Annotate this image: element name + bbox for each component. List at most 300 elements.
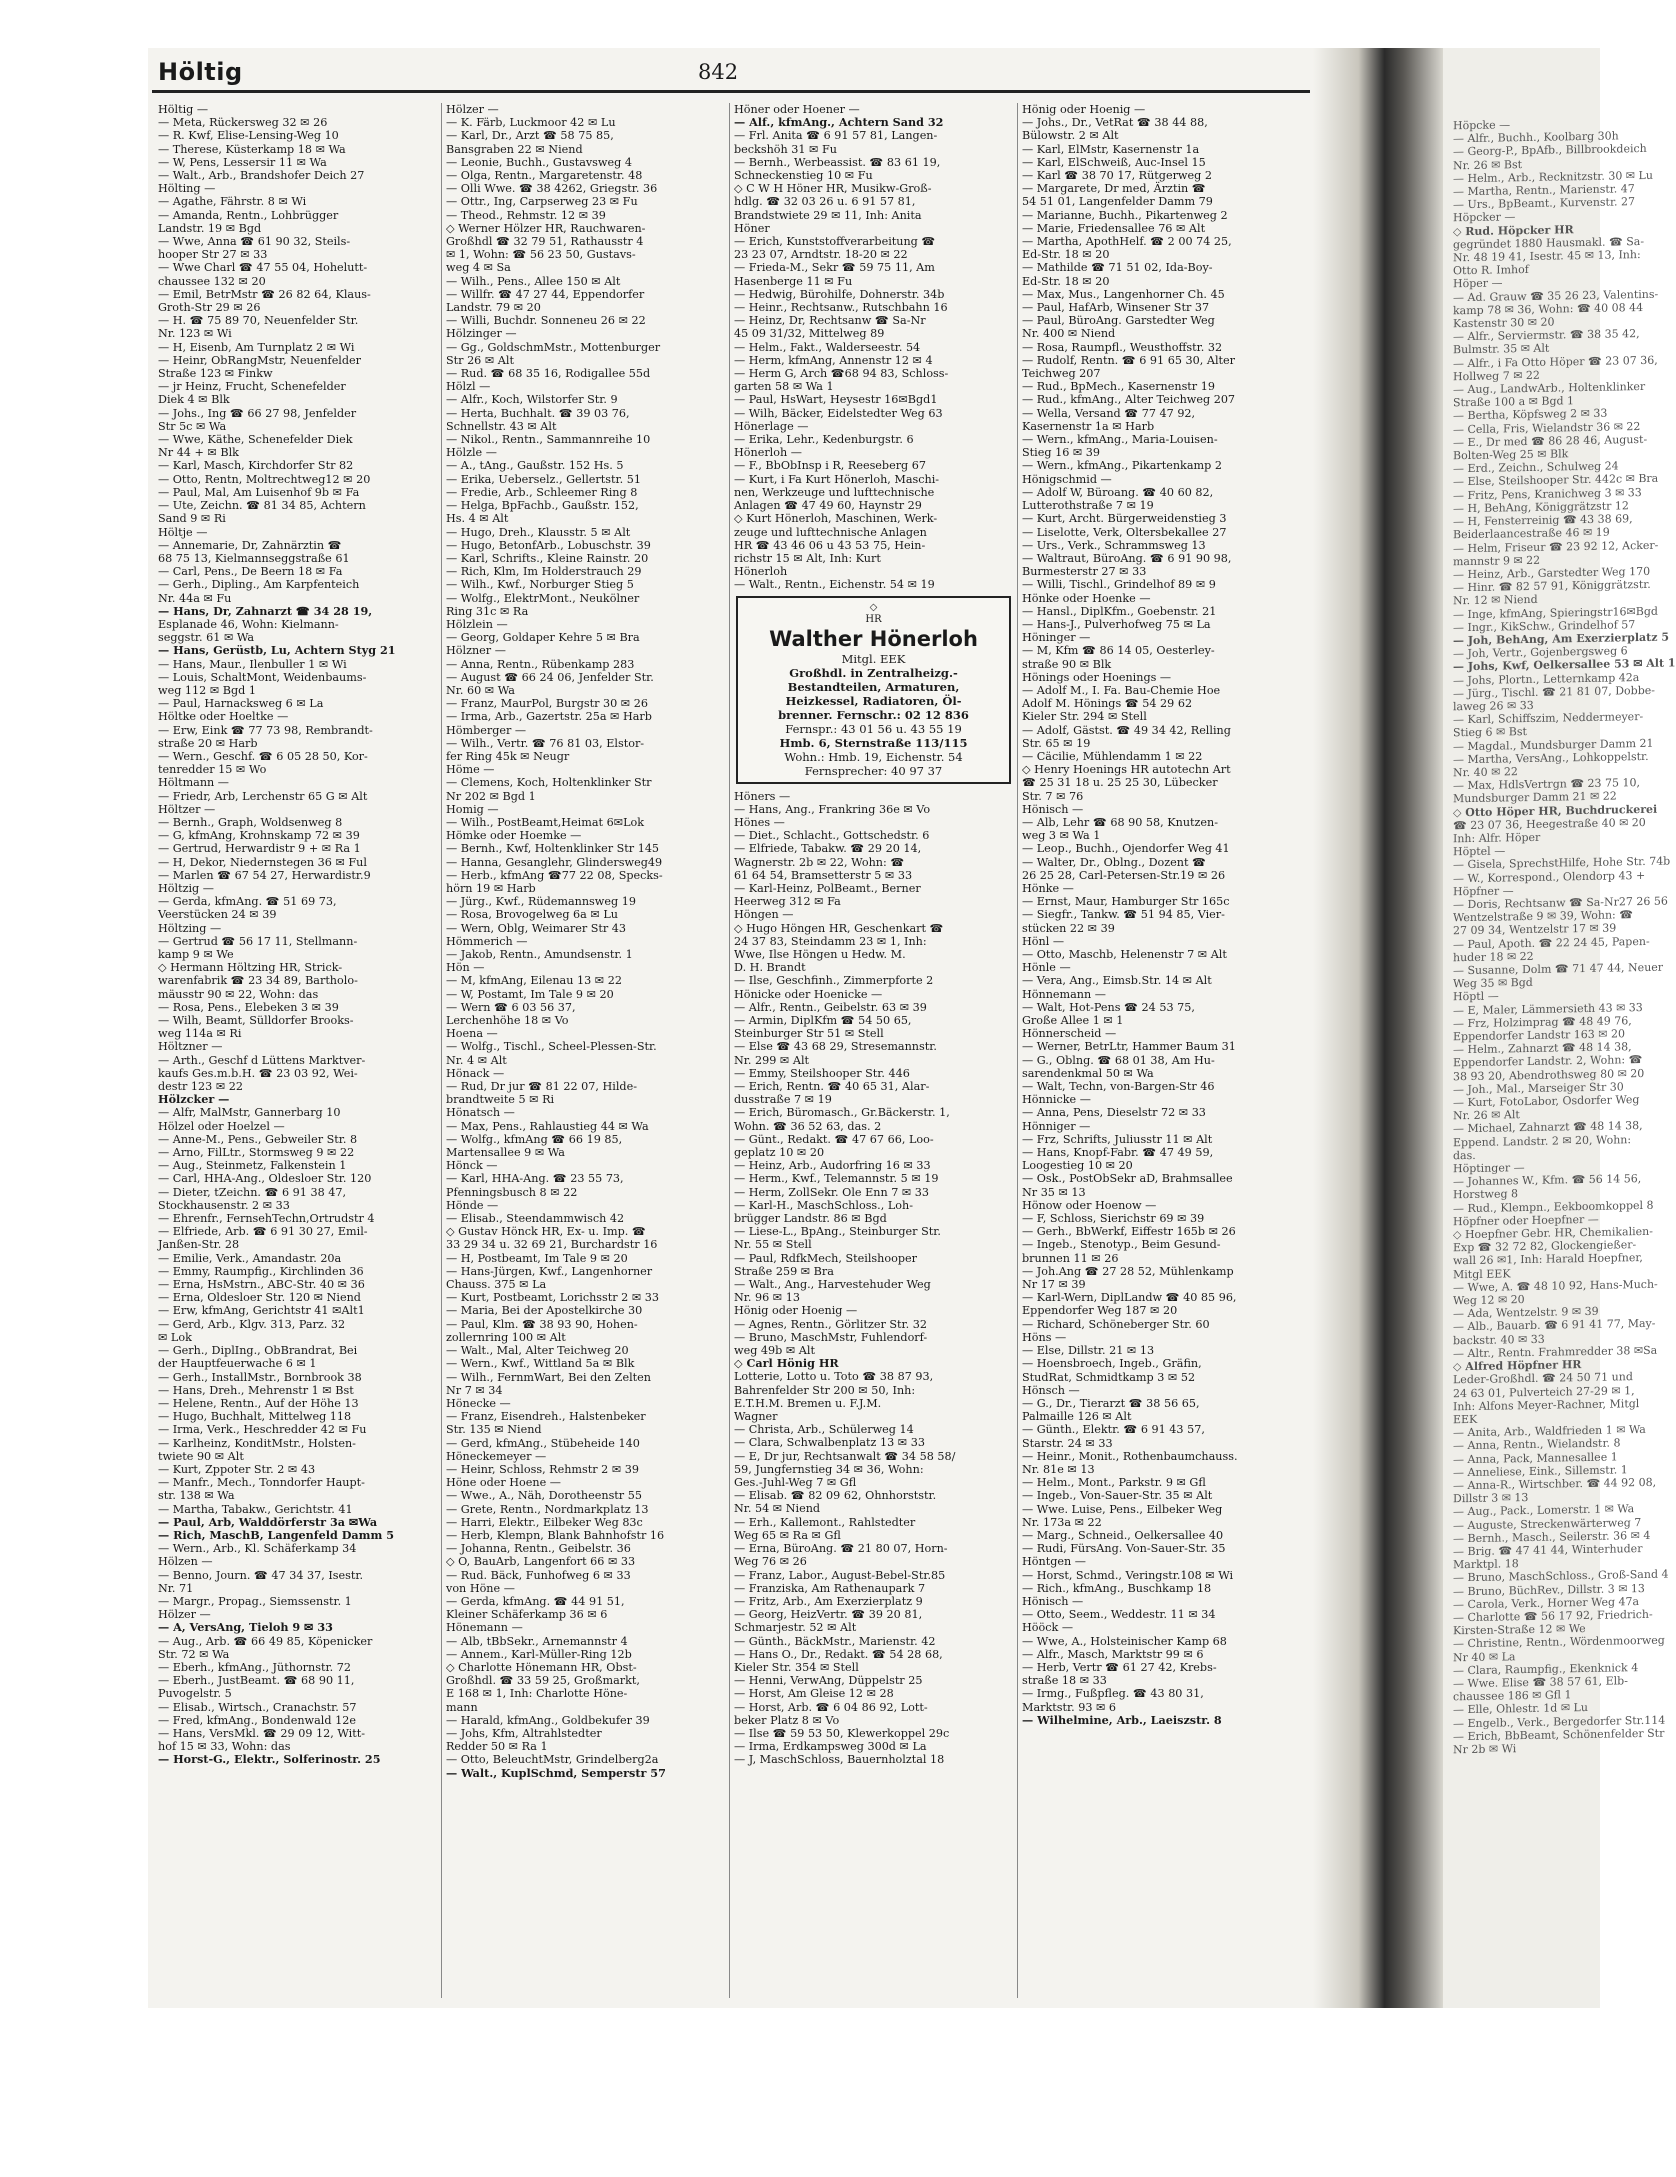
directory-entry-line: — Olli Wwe. ☎ 38 4262, Griegstr. 36	[446, 182, 658, 196]
directory-entry-line: — G., Oblng. ☎ 68 01 38, Am Hu-	[1022, 1053, 1215, 1067]
book-gutter	[1313, 48, 1443, 2008]
directory-entry-line: Nr. 400 ✉ Niend	[1022, 327, 1116, 341]
directory-entry-line: — Wilh., FernmWart, Bei den Zelten	[446, 1370, 651, 1384]
directory-entry-line: Höptl —	[1453, 989, 1499, 1004]
directory-entry-line: — Anna-R., Wirtschber. ☎ 44 92 08,	[1453, 1475, 1657, 1493]
directory-entry-line: straße 90 ✉ Blk	[1022, 657, 1112, 671]
directory-entry-line: Schnellstr. 43 ✉ Alt	[446, 419, 557, 433]
directory-entry-line: — Heinz, Arb., Garstedter Weg 170	[1453, 564, 1651, 582]
directory-entry-line: Hönerloh	[734, 565, 788, 579]
directory-entry-line: — Hans-Jürgen, Kwf., Langenhorner	[446, 1264, 653, 1278]
directory-entry-line: Hölting —	[158, 182, 216, 196]
directory-entry-line: — Franziska, Am Rathenaupark 7	[734, 1581, 926, 1595]
directory-entry-line: Großhdl. ☎ 33 59 25, Großmarkt,	[446, 1674, 640, 1688]
directory-entry-line: Höner	[734, 221, 770, 235]
directory-entry-line: — Wolfg., ElektrMont., Neukölner	[446, 591, 640, 605]
directory-entry-line: — Karl, ElSchweiß, Auc-Insel 15	[1022, 155, 1206, 169]
directory-entry-line: Nr. 71	[158, 1581, 194, 1595]
directory-entry-line: Weg 76 ✉ 26	[734, 1555, 807, 1569]
directory-entry-line: — Paul, HafArb, Winsener Str 37	[1022, 301, 1210, 315]
directory-entry-line: — Hinr. ☎ 82 57 91, Königgrätzstr.	[1453, 577, 1651, 595]
directory-entry-line: — Erika, Lehr., Kedenburgstr. 6	[734, 433, 914, 447]
directory-entry-line: — Franz, Eisendreh., Halstenbeker	[446, 1410, 646, 1424]
directory-columns	[154, 103, 1309, 1998]
directory-entry-line: — Auguste, Streckenwärterweg 7	[1453, 1515, 1642, 1532]
directory-entry-line: — Bruno, BüchRev., Dillstr. 3 ✉ 13	[1453, 1581, 1645, 1598]
directory-entry-line: — F, Schloss, Sierichstr 69 ✉ 39	[1022, 1212, 1205, 1226]
directory-entry-line: Kirsten-Straße 12 ✉ We	[1453, 1622, 1586, 1638]
directory-entry-line: — Gisela, SprechstHilfe, Hohe Str. 74b	[1453, 854, 1671, 872]
directory-entry-line: — Elisab., Steendammwisch 42	[446, 1212, 625, 1226]
directory-entry-line: — Ad. Grauw ☎ 35 26 23, Valentins-	[1453, 287, 1659, 304]
column-4	[1018, 103, 1306, 1998]
directory-entry-line: Hömberger —	[446, 723, 527, 737]
directory-entry-line: Straße 123 ✉ Finkw	[158, 367, 273, 381]
directory-entry-line: — Elle, Ohlestr. 1d ✉ Lu	[1453, 1701, 1588, 1717]
directory-entry-line: — Cäcilie, Mühlendamm 1 ✉ 22	[1022, 749, 1203, 763]
directory-entry-line: — Bernh., Kwf, Holtenklinker Str 145	[446, 842, 660, 856]
directory-entry-line: Str 5c ✉ Wa	[158, 419, 227, 433]
directory-entry-line: — Anna, Pens, Dieselstr 72 ✉ 33	[1022, 1106, 1206, 1120]
directory-entry-line: — Wella, Versand ☎ 77 47 92,	[1022, 406, 1196, 420]
directory-entry-line: zeuge und lufttechnische Anlagen	[734, 525, 927, 539]
directory-entry-line: — Herm G, Arch ☎68 94 83, Schloss-	[734, 367, 949, 381]
directory-entry-line: — Horst, Arb. ☎ 6 04 86 92, Lott-	[734, 1700, 928, 1714]
directory-entry-line: Horstweg 8	[1453, 1187, 1519, 1202]
directory-entry-line: — G., Dr., Tierarzt ☎ 38 56 65,	[1022, 1396, 1200, 1410]
directory-entry-line: — Karl-Wern, DiplLandw ☎ 40 85 96,	[1022, 1291, 1237, 1305]
directory-entry-line: — Rich, MaschB, Langenfeld Damm 5	[158, 1527, 395, 1542]
directory-entry-line: — Helm., Arb., Recknitzstr. 30 ✉ Lu	[1453, 168, 1653, 186]
directory-entry-line: 26 25 28, Carl-Petersen-Str.19 ✉ 26	[1022, 868, 1226, 882]
directory-entry-line: — K. Färb, Luckmoor 42 ✉ Lu	[446, 116, 616, 130]
directory-entry-line: — Margr., Propag., Siemssenstr. 1	[158, 1594, 352, 1608]
directory-entry-line: — Brig. ☎ 47 41 44, Winterhuder	[1453, 1541, 1643, 1559]
directory-entry-line: weg 49b ✉ Alt	[734, 1344, 815, 1358]
directory-entry-line: — Alfr., i Fa Otto Höper ☎ 23 07 36,	[1453, 353, 1658, 370]
directory-entry-line: — Adolf M., I. Fa. Bau-Chemie Hoe	[1022, 683, 1221, 697]
directory-entry-line: ✉ Lok	[158, 1330, 192, 1344]
directory-entry-line: Nr. 55 ✉ Stell	[734, 1238, 812, 1252]
directory-entry-line: Hölzner —	[446, 644, 506, 658]
directory-entry-line: twiete 90 ✉ Alt	[158, 1449, 244, 1463]
directory-entry-line: — Agnes, Rentn., Görlitzer Str. 32	[734, 1317, 927, 1331]
directory-entry-line: — Erna, Oldesloer Str. 120 ✉ Niend	[158, 1291, 361, 1305]
directory-entry-line: ☎ 25 31 18 u. 25 25 30, Lübecker	[1022, 776, 1218, 790]
directory-entry-line: — Anne-M., Pens., Gebweiler Str. 8	[158, 1132, 358, 1146]
directory-entry-line: — Georg, HeizVertr. ☎ 39 20 81,	[734, 1608, 923, 1622]
directory-entry-line: — H, Fensterreinig ☎ 43 38 69,	[1453, 512, 1633, 529]
directory-entry-line: — A, VersAng, Tieloh 9 ✉ 33	[158, 1620, 333, 1635]
directory-entry-line: — G, kfmAng, Krohnskamp 72 ✉ 39	[158, 829, 360, 843]
directory-entry-line: Nr 202 ✉ Bgd 1	[446, 789, 536, 803]
directory-entry-line: Hoena —	[446, 1027, 498, 1041]
directory-entry-line: — Anita, Arb., Waldfrieden 1 ✉ Wa	[1453, 1423, 1646, 1440]
directory-entry-line: Hönde —	[446, 1198, 499, 1212]
directory-entry-line: — Karlheinz, KonditMstr., Holsten-	[158, 1436, 356, 1450]
directory-entry-line: seggstr. 61 ✉ Wa	[158, 631, 255, 645]
directory-entry-line: Höltzer —	[158, 802, 216, 816]
directory-entry-line: Nr. 81e ✉ 13	[1022, 1462, 1095, 1476]
directory-entry-line: Starstr. 24 ✉ 33	[1022, 1436, 1113, 1450]
directory-entry-line: — Emilie, Verk., Amandastr. 20a	[158, 1251, 342, 1265]
directory-entry-line: — Heinr., Rechtsanw., Rutschbahn 16	[734, 301, 948, 315]
directory-entry-line: — Susanne, Dolm ☎ 71 47 44, Neuer	[1453, 960, 1664, 978]
directory-entry-line: — Hugo, Dreh., Klausstr. 5 ✉ Alt	[446, 525, 631, 539]
directory-entry-line: — Elfriede, Arb. ☎ 6 91 30 27, Emil-	[158, 1225, 368, 1239]
directory-entry-line: — Willi, Buchdr. Sonneneu 26 ✉ 22	[446, 314, 646, 328]
directory-entry-line: — Paul, BüroAng. Garstedter Weg	[1022, 314, 1215, 328]
directory-entry-line: Esplanade 46, Wohn: Kielmann-	[158, 617, 339, 631]
directory-entry-line: destr 123 ✉ 22	[158, 1080, 243, 1094]
directory-entry-line: kamp 78 ✉ 36, Wohn: ☎ 40 08 44	[1453, 300, 1644, 318]
directory-entry-line: — Helm, Friseur ☎ 23 92 12, Acker-	[1453, 538, 1659, 555]
directory-entry-line: Nr. 48 19 41, Isestr. 45 ✉ 13, Inh:	[1453, 248, 1641, 265]
directory-entry-line: — Bernh., Graph, Woldsenweg 8	[158, 815, 343, 829]
running-head-word: Höltig	[158, 58, 243, 86]
directory-entry-line: — Paul, Mal, Am Luisenhof 9b ✉ Fa	[158, 485, 360, 499]
directory-entry-line: Lotterie, Lotto u. Toto ☎ 38 87 93,	[734, 1370, 934, 1384]
directory-entry-line: ◇ Kurt Hönerloh, Maschinen, Werk-	[734, 512, 938, 526]
directory-entry-line: beckshöh 31 ✉ Fu	[734, 142, 837, 156]
directory-entry-line: — Nikol., Rentn., Sammannreihe 10	[446, 433, 651, 447]
directory-entry-line: hdlg. ☎ 32 03 26 u. 6 91 57 81,	[734, 195, 916, 209]
directory-entry-line: Heerweg 312 ✉ Fa	[734, 895, 841, 909]
directory-entry-line: 68 75 13, Kielmannseggstraße 61	[158, 551, 350, 565]
directory-entry-line: — Erna, BüroAng. ☎ 21 80 07, Horn-	[734, 1542, 948, 1556]
directory-entry-line: Nr. 299 ✉ Alt	[734, 1053, 810, 1067]
directory-entry-line: Hönerloh —	[734, 446, 802, 460]
directory-entry-line: — Rud. Bäck, Funhofweg 6 ✉ 33	[446, 1568, 631, 1582]
directory-entry-line: — Karl-Heinz, PolBeamt., Berner	[734, 881, 921, 895]
ad-line: Großhdl. in Zentralheizg.-	[789, 665, 958, 680]
directory-entry-line: ◇ Hermann Höltzing HR, Strick-	[158, 961, 343, 975]
directory-entry-line: Pfenningsbusch 8 ✉ 22	[446, 1185, 578, 1199]
directory-entry-line: — Alfr., Masch, Marktstr 99 ✉ 6	[1022, 1647, 1204, 1661]
directory-entry-line: — Hans, Knopf-Fabr. ☎ 47 49 59,	[1022, 1146, 1214, 1160]
directory-entry-line: — Jakob, Rentn., Amundsenstr. 1	[446, 948, 633, 961]
directory-entry-line: — Alb., Bauarb. ☎ 6 91 41 77, May-	[1453, 1317, 1656, 1334]
directory-entry-line: Lerchenhöhe 18 ✉ Vo	[446, 1014, 569, 1028]
directory-entry-line: — Georg-P., BpAfb., Billbrookdeich	[1453, 142, 1647, 159]
directory-entry-line: — Hans, Maur., Ilenbuller 1 ✉ Wi	[158, 657, 347, 671]
directory-entry-line: Hönings oder Hoenings —	[1022, 670, 1172, 684]
directory-entry-line: — Rud. ☎ 68 35 16, Rodigallee 55d	[446, 367, 651, 381]
directory-entry-line: — Emmy, Raumpfig., Kirchlinden 36	[158, 1264, 364, 1278]
directory-entry-line: — Alfr., Serviermstr. ☎ 38 35 42,	[1453, 327, 1640, 344]
directory-entry-line: — Amanda, Rentn., Lohbrügger	[158, 208, 339, 222]
right-page	[1443, 48, 1676, 2008]
directory-entry-line: — Wern ☎ 6 03 56 37,	[446, 1000, 576, 1014]
directory-entry-line: Groth-Str 29 ✉ 26	[158, 301, 261, 315]
directory-entry-line: Hönniger —	[1022, 1119, 1091, 1133]
directory-entry-line: — Wilh., PostBeamt,Heimat 6✉Lok	[446, 815, 645, 829]
directory-entry-line: — Max, Mus., Langenhorner Ch. 45	[1022, 287, 1225, 301]
directory-entry-line: — Anna, Rentn., Rübenkamp 283	[446, 657, 635, 671]
directory-entry-line: — Dieter, tZeichn. ☎ 6 91 38 47,	[158, 1185, 347, 1199]
directory-entry-line: Hönig oder Hoenig —	[734, 1304, 858, 1318]
directory-entry-line: weg 4 ✉ Sa	[446, 261, 511, 275]
directory-entry-line: — H, Eisenb, Am Turnplatz 2 ✉ Wi	[158, 340, 355, 354]
directory-entry-line: E.T.H.M. Bremen u. F.J.M.	[734, 1396, 882, 1410]
page-number: 842	[698, 60, 739, 84]
directory-entry-line: — Aug., Pack., Lomerstr. 1 ✉ Wa	[1453, 1502, 1635, 1519]
directory-entry-line: — Christine, Rentn., Wördenmoorweg	[1453, 1633, 1665, 1651]
directory-entry-line: — Johs, Plortn., Letternkamp 42a	[1453, 670, 1640, 687]
directory-entry-line: — E., Dr med ☎ 86 28 46, August-	[1453, 432, 1648, 450]
directory-entry-line: — Martha, ApothHelf. ☎ 2 00 74 25,	[1022, 235, 1232, 249]
directory-entry-line: — Otto, BeleuchtMstr, Grindelberg2a	[446, 1753, 659, 1767]
directory-entry-line: Höners —	[734, 789, 791, 803]
directory-entry-line: Höptel —	[1453, 844, 1506, 859]
directory-entry-line: — Hans-J., Pulverhofweg 75 ✉ La	[1022, 617, 1211, 631]
directory-entry-line: garten 58 ✉ Wa 1	[734, 380, 834, 394]
directory-entry-line: hooper Str 27 ✉ 33	[158, 248, 268, 262]
directory-entry-line: 24 63 01, Pulverteich 27-29 ✉ 1,	[1453, 1383, 1635, 1400]
directory-entry-line: — Wilh., Vertr. ☎ 76 81 03, Elstor-	[446, 736, 645, 750]
directory-entry-line: — Henni, VerwAng, Düppelstr 25	[734, 1674, 923, 1688]
directory-entry-line: — Walt, Techn, von-Bargen-Str 46	[1022, 1080, 1215, 1094]
directory-entry-line: Nr. 12 ✉ Niend	[1453, 593, 1538, 608]
directory-entry-line: — Ernst, Maur, Hamburger Str 165c	[1022, 895, 1230, 909]
directory-entry-line: chaussee 186 ✉ Gfl 1	[1453, 1688, 1572, 1704]
directory-entry-line: Burmesterstr 27 ✉ 33	[1022, 565, 1147, 579]
directory-entry-line: — Rosa, Raumpfl., Weusthoffstr. 32	[1022, 340, 1223, 354]
directory-entry-line: — Max, HdlsVertrgn ☎ 23 75 10,	[1453, 776, 1640, 793]
header-rule	[152, 90, 1310, 93]
directory-entry-line: huder 18 ✉ 22	[1453, 949, 1534, 965]
directory-entry-line: — Waltraut, BüroAng. ☎ 6 91 90 98,	[1022, 551, 1232, 565]
directory-entry-line: — Hugo, Buchhalt, Mittelweg 118	[158, 1410, 352, 1424]
directory-entry-line: — Bruno, MaschMstr, Fuhlendorf-	[734, 1330, 928, 1344]
ad-line: Fernspr.: 43 01 56 u. 43 55 19	[785, 721, 962, 736]
directory-entry-line: weg 114a ✉ Ri	[158, 1027, 242, 1041]
directory-entry-line: Eppend. Landstr. 2 ✉ 20, Wohn:	[1453, 1132, 1632, 1149]
directory-entry-line: Chauss. 375 ✉ La	[446, 1278, 547, 1292]
directory-entry-line: Hölzen —	[158, 1555, 213, 1569]
directory-entry-line: — Fritz, Arb., Am Exerzierplatz 9	[734, 1594, 923, 1608]
directory-entry-line: — Grete, Rentn., Nordmarkplatz 13	[446, 1502, 649, 1516]
directory-entry-line: HR ☎ 43 46 06 u 43 53 75, Hein-	[734, 538, 926, 552]
directory-entry-line: — Paul, RdfkMech, Steilshooper	[734, 1251, 917, 1265]
ad-title: Walther Hönerloh	[769, 626, 978, 651]
directory-entry-line: ◇ C W H Höner HR, Musikw-Groß-	[734, 182, 932, 196]
directory-entry-line: — H, BehAng, Königgrätzstr 12	[1453, 499, 1629, 516]
directory-entry-line: — Anna, Rentn., Wielandstr. 8	[1453, 1436, 1621, 1453]
directory-entry-line: — Karl ☎ 38 70 17, Rütgerweg 2	[1022, 169, 1212, 183]
directory-entry-line: Kasernenstr 1a ✉ Harb	[1022, 419, 1155, 433]
directory-entry-line: — H. ☎ 75 89 70, Neuenfelder Str.	[158, 314, 359, 328]
directory-entry-line: — Marg., Schneid., Oelkersallee 40	[1022, 1528, 1224, 1542]
column-3	[730, 103, 1018, 1998]
directory-entry-line: — Gg., GoldschmMstr., Mottenburger	[446, 340, 661, 354]
directory-entry-line: Höntgen —	[1022, 1555, 1086, 1569]
directory-entry-line: — Alf., kfmAng., Achtern Sand 32	[734, 115, 944, 130]
directory-entry-line: Kieler Str. 354 ✉ Stell	[734, 1660, 859, 1674]
directory-entry-line: Mundsburger Damm 21 ✉ 22	[1453, 789, 1617, 806]
directory-entry-line: — Erika, Ueberselz., Gellertstr. 51	[446, 472, 641, 486]
directory-entry-line: — Wilh., Kwf., Norburger Stieg 5	[446, 578, 634, 592]
directory-entry-line: — Harri, Elektr., Eilbeker Weg 83c	[446, 1515, 643, 1529]
directory-entry-line: richstr 15 ✉ Alt, Inh: Kurt	[734, 551, 881, 565]
directory-entry-line: — Alfr., Buchh., Koolbarg 30h	[1453, 129, 1619, 146]
directory-entry-line: Steinburger Str 51 ✉ Stell	[734, 1027, 884, 1041]
directory-entry-line: Hönemann —	[446, 1621, 523, 1635]
directory-entry-line: Redder 50 ✉ Ra 1	[446, 1740, 548, 1754]
directory-entry-line: — Hans O., Dr., Redakt. ☎ 54 28 68,	[734, 1647, 943, 1661]
directory-entry-line: — Ada, Wentzelstr. 9 ✉ 39	[1453, 1305, 1599, 1321]
directory-entry-line: — Carola, Verk., Horner Weg 47a	[1453, 1594, 1640, 1612]
directory-entry-line: — Helm., Zahnarzt ☎ 48 14 38,	[1453, 1040, 1632, 1057]
directory-entry-line: — Bertha, Köpfsweg 2 ✉ 33	[1453, 407, 1608, 423]
column-2	[442, 103, 730, 1998]
directory-entry-line: — Erw, kfmAng, Gerichtstr 41 ✉Alt1	[158, 1304, 365, 1318]
directory-entry-line: — Jürg., Kwf., Rüdemannsweg 19	[446, 895, 636, 909]
directory-entry-line: — Ingeb., Stenotyp., Beim Gesund-	[1022, 1238, 1221, 1252]
directory-entry-line: 59, Jungfernstieg 34 ✉ 36, Wohn:	[734, 1462, 924, 1476]
directory-entry-line: — Marlen ☎ 67 54 27, Herwardistr.9	[158, 868, 371, 882]
directory-entry-line: — Erna, HsMstrn., ABC-Str. 40 ✉ 36	[158, 1278, 365, 1292]
directory-entry-line: — Arno, FilLtr., Stormsweg 9 ✉ 22	[158, 1146, 355, 1160]
directory-entry-line: — Wwe. Elise ☎ 38 57 61, Elb-	[1453, 1674, 1628, 1691]
directory-entry-line: Puvogelstr. 5	[158, 1687, 232, 1701]
directory-entry-line: Hönnerscheid —	[1022, 1027, 1117, 1041]
directory-entry-line: — E, Dr jur, Rechtsanwalt ☎ 34 58 58/	[734, 1449, 956, 1463]
directory-entry-line: gegründet 1880 Hausmakl. ☎ Sa-	[1453, 234, 1645, 252]
directory-entry-line: Mitgl EEK	[1453, 1266, 1511, 1281]
column-1	[154, 103, 442, 1998]
directory-entry-line: ◇ Alfred Höpfner HR	[1453, 1358, 1582, 1374]
directory-entry-line: Sand 9 ✉ Ri	[158, 512, 226, 526]
directory-entry-line: kaufs Ges.m.b.H. ☎ 23 03 92, Wei-	[158, 1066, 358, 1080]
directory-entry-line: Nr 17 ✉ 39	[1022, 1278, 1086, 1292]
directory-entry-line: ◇ Hugo Höngen HR, Geschenkart ☎	[734, 921, 944, 935]
directory-entry-line: — Alfr., Koch, Wilstorfer Str. 9	[446, 393, 618, 407]
directory-entry-line: — W., Korrespond., Olendorp 43 +	[1453, 868, 1646, 885]
directory-entry-line: — Margarete, Dr med, Ärztin ☎	[1022, 182, 1206, 196]
directory-entry-line: — Gerd, kfmAng., Stübeheide 140	[446, 1436, 640, 1450]
directory-entry-line: — Ehrenfr., FernsehTechn,Ortrudstr 4	[158, 1212, 375, 1226]
directory-entry-line: EEK	[1453, 1412, 1478, 1427]
directory-entry-line: — Heinr, ObRangMstr, Neuenfelder	[158, 353, 362, 367]
directory-entry-line: 54 51 01, Langenfelder Damm 79	[1022, 195, 1213, 209]
directory-entry-line: Weg 12 ✉ 20	[1453, 1293, 1525, 1308]
directory-entry-line: Str. 65 ✉ 19	[1022, 736, 1091, 750]
directory-entry-line: Nr. 96 ✉ 13	[734, 1291, 800, 1305]
directory-entry-line: — Ingeb., Von-Sauer-Str. 35 ✉ Alt	[1022, 1489, 1213, 1503]
directory-entry-line: Hönnemann —	[1022, 987, 1106, 1001]
directory-entry-line: — Carl, Pens., De Beern 18 ✉ Fa	[158, 565, 343, 579]
directory-entry-line: — Günt., Redakt. ☎ 47 67 66, Loo-	[734, 1132, 934, 1146]
directory-entry-line: Ed-Str. 18 ✉ 20	[1022, 248, 1110, 262]
directory-entry-line: Hölzcker —	[158, 1092, 230, 1107]
directory-entry-line: — Benno, Journ. ☎ 47 34 37, Isestr.	[158, 1568, 364, 1582]
directory-entry-line: Martensallee 9 ✉ Wa	[446, 1146, 565, 1160]
directory-entry-line: — Hans, Dr, Zahnarzt ☎ 34 28 19,	[158, 603, 373, 618]
directory-entry-line: Hölzel oder Hoelzel —	[158, 1119, 285, 1133]
directory-entry-line: — Inge, kfmAng, Spieringstr16✉Bgd	[1453, 604, 1658, 621]
directory-entry-line: — Hans, VersMkl. ☎ 29 09 12, Witt-	[158, 1726, 365, 1740]
directory-entry-line: — Erich, Kunststoffverarbeitung ☎	[734, 235, 936, 249]
directory-entry-line: — Herm, kfmAng, Annenstr 12 ✉ 4	[734, 353, 933, 367]
directory-entry-line: ◇ Charlotte Hönemann HR, Obst-	[446, 1660, 637, 1674]
directory-entry-line: brandtweite 5 ✉ Ri	[446, 1093, 555, 1107]
directory-entry-line: Hölzle —	[446, 446, 497, 460]
directory-entry-line: — Herb, Vertr ☎ 61 27 42, Krebs-	[1022, 1660, 1217, 1674]
directory-entry-line: — Hanna, Gesanglehr, Glindersweg49	[446, 855, 663, 869]
directory-entry-line: wall 26 ✉1, Inh: Harald Hoepfner,	[1453, 1251, 1643, 1268]
directory-entry-line: — Carl, HHA-Ang., Oldesloer Str. 120	[158, 1172, 372, 1186]
directory-entry-line: — Wwe. Luise, Pens., Eilbeker Weg	[1022, 1502, 1223, 1516]
directory-entry-line: Höltzner —	[158, 1040, 223, 1054]
directory-entry-line: — Clara, Schwalbenplatz 13 ✉ 33	[734, 1436, 925, 1450]
directory-entry-line: Hönatsch —	[446, 1106, 515, 1120]
directory-entry-line: Höne oder Hoene —	[446, 1476, 561, 1490]
directory-entry-line: — Joh., Mal., Marseiger Str 30	[1453, 1080, 1624, 1097]
directory-entry-line: — Herm, ZollSekr. Ole Enn 7 ✉ 33	[734, 1185, 930, 1199]
directory-entry-line: hörn 19 ✉ Harb	[446, 881, 536, 895]
directory-entry-line: — Rud., Klempn., Eekboomkoppel 8	[1453, 1198, 1654, 1215]
directory-entry-line: Ring 31c ✉ Ra	[446, 604, 529, 618]
directory-entry-line: Nr. 26 ✉ Alt	[1453, 1108, 1520, 1123]
directory-entry-line: Hönisch —	[1022, 802, 1084, 816]
directory-entry-line: Hönck —	[446, 1159, 498, 1173]
directory-entry-line: chaussee 132 ✉ 20	[158, 274, 266, 288]
directory-entry-line: — Gertrud ☎ 56 17 11, Stellmann-	[158, 934, 358, 948]
directory-entry-line: Stieg 16 ✉ 39	[1022, 446, 1101, 460]
directory-entry-line: 61 64 54, Bramsetterstr 5 ✉ 33	[734, 868, 913, 882]
directory-entry-line: Höme —	[446, 763, 495, 777]
directory-entry-line: 45 09 31/32, Mittelweg 89	[734, 327, 885, 341]
directory-entry-line: — Kurt, i Fa Kurt Hönerloh, Maschi-	[734, 472, 940, 486]
directory-entry-line: Hönack —	[446, 1066, 505, 1080]
directory-entry-line: Wagnerstr. 2b ✉ 22, Wohn: ☎	[734, 855, 905, 869]
directory-entry-line: — Friedr, Arb, Lerchenstr 65 G ✉ Alt	[158, 789, 368, 803]
directory-entry-line: Kastenstr 30 ✉ 20	[1453, 315, 1555, 331]
directory-entry-line: Lutterothstraße 7 ✉ 19	[1022, 499, 1154, 513]
directory-entry-line: — Helene, Rentn., Auf der Höhe 13	[158, 1396, 359, 1410]
directory-entry-line: — Harald, kfmAng., Goldbekufer 39	[446, 1713, 650, 1727]
directory-entry-line: — Willfr. ☎ 47 27 44, Eppendorfer	[446, 287, 645, 301]
directory-entry-line: — Bernh., Werbeassist. ☎ 83 61 19,	[734, 155, 941, 169]
directory-entry-line: — Hans, Ang., Frankring 36e ✉ Vo	[734, 802, 931, 816]
directory-entry-line: — Arth., Geschf d Lüttens Marktver-	[158, 1053, 366, 1067]
directory-entry-line: — Eberh., kfmAng., Jüthornstr. 72	[158, 1660, 351, 1674]
directory-entry-line: laweg 26 ✉ 33	[1453, 698, 1534, 714]
directory-entry-line: Hönow oder Hoenow —	[1022, 1198, 1157, 1212]
directory-entry-line: — Else, Dillstr. 21 ✉ 13	[1022, 1344, 1155, 1358]
directory-entry-line: — Johs, Kfm, Altrahlstedter	[446, 1726, 602, 1740]
directory-entry-line: straße 20 ✉ Harb	[158, 736, 258, 750]
directory-entry-line: — jr Heinz, Frucht, Schenefelder	[158, 380, 346, 394]
directory-entry-line: — Karl, ElMstr, Kasernenstr 1a	[1022, 142, 1200, 156]
directory-entry-line: — Gerh., DiplIng., ObBrandrat, Bei	[158, 1344, 358, 1358]
directory-entry-line: — Irma, Arb., Gazertstr. 25a ✉ Harb	[446, 710, 652, 724]
directory-entry-line: Landstr. 19 ✉ Bgd	[158, 221, 262, 235]
directory-entry-line: — Bernh., Masch., Seilerstr. 36 ✉ 4	[1453, 1528, 1651, 1546]
directory-entry-line: — Joh, BehAng, Am Exerzierplatz 5	[1453, 630, 1669, 648]
directory-entry-line: — Elisab., Wirtsch., Cranachstr. 57	[158, 1700, 357, 1714]
directory-entry-line: — Joh, Vertr., Gojenbergsweg 6	[1453, 644, 1628, 661]
directory-entry-line: — Doris, Rechtsanw ☎ Sa-Nr27 26 56	[1453, 894, 1668, 912]
directory-entry-line: — Engelb., Verk., Bergedorfer Str.114	[1453, 1713, 1666, 1730]
directory-entry-line: — Mathilde ☎ 71 51 02, Ida-Boy-	[1022, 261, 1213, 275]
directory-entry-line: — Wwe Charl ☎ 47 55 04, Hohelutt-	[158, 261, 368, 275]
directory-entry-line: — Gerh., Dipling., Am Karpfenteich	[158, 578, 360, 592]
directory-entry-line: — H, Dekor, Niedernstegen 36 ✉ Ful	[158, 855, 367, 869]
directory-entry-line: Inh: Alfons Meyer-Rachner, Mitgl	[1453, 1396, 1640, 1414]
directory-entry-line: Kieler Str. 294 ✉ Stell	[1022, 710, 1147, 724]
